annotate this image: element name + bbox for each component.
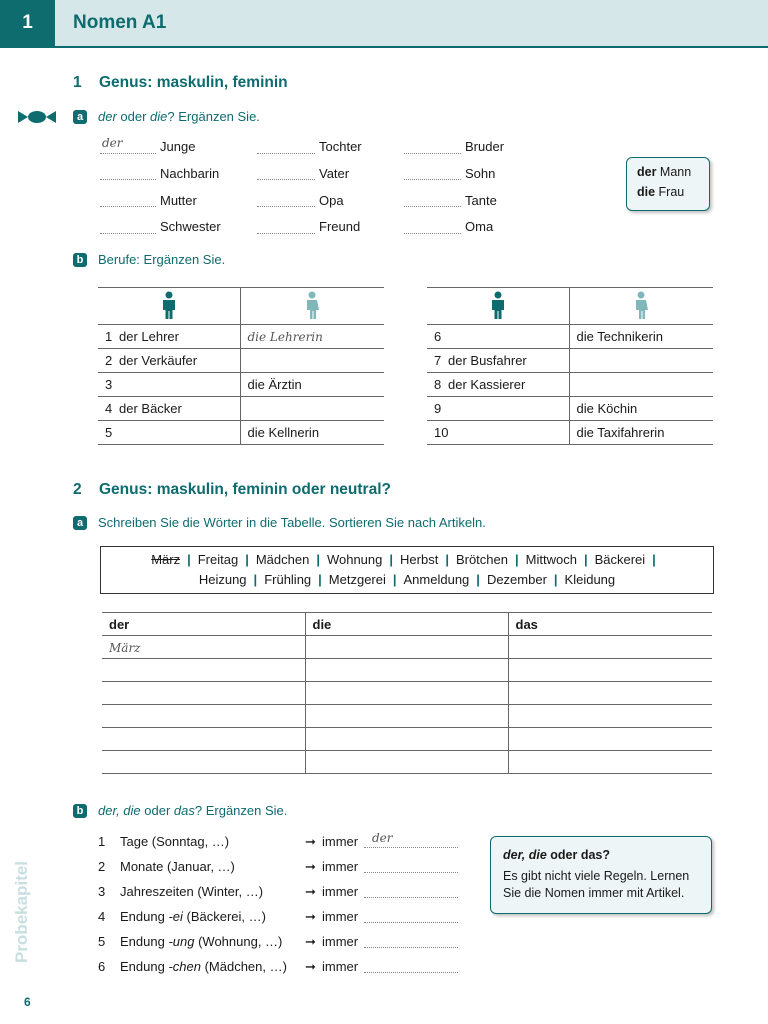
masc-word: der Lehrer [119,329,179,344]
section-1-number: 1 [73,74,82,91]
article-cell[interactable] [102,751,305,774]
header-die: die [305,613,508,636]
fem-word: die Kellnerin [247,425,320,440]
side-label [12,850,39,980]
rule-text: Jahreszeiten (Winter, …) [120,884,264,899]
word-bank-item: Frühling [264,572,312,587]
fem-word: die Köchin [576,401,638,416]
rule-text: Endung [120,909,169,924]
rule-row-3 [98,884,263,899]
immer-label: immer [322,959,359,974]
table-row [102,682,712,705]
row-number: 6 [434,329,442,344]
fem-cell [569,325,713,349]
table-row [98,421,384,445]
exercise-badge-2b: b [73,804,87,818]
candy-icon [17,110,57,124]
word-bank-item: Mädchen [255,552,310,567]
info-line-frau [637,182,709,202]
answer-blank[interactable] [404,194,461,207]
answer-blank[interactable] [100,136,156,154]
gender-icon-row [427,288,713,325]
noun-word: Schwester [160,219,221,234]
row-number: 5 [105,425,113,440]
info-text: Es gibt nicht viele Regeln. Lernen Sie die Nomen immer mit Artikel. [503,869,690,900]
row-number: 8 [434,377,442,392]
exercise-2a-instruction: Schreiben Sie die Wörter in die Tabelle. Sortieren Sie nach Artikeln. [98,515,486,530]
row-number: 3 [98,884,106,899]
row-number: 4 [98,909,106,924]
noun-word: Tante [465,193,497,208]
info-title-oder: oder [546,848,581,862]
immer-label: immer [322,909,359,924]
article-cell[interactable] [508,636,712,659]
female-person-icon [633,291,649,319]
masc-cell[interactable] [427,397,569,421]
instr-die: die [150,109,168,124]
fem-cell[interactable] [240,349,384,373]
chapter-header [0,0,768,48]
masc-word: der Kassierer [448,377,526,392]
noun-word: Tochter [319,139,362,154]
word-bank-item: Metzgerei [328,572,386,587]
info-box-rules [490,836,712,914]
instr-oder: oder [140,803,174,818]
table-row [98,397,384,421]
female-person-icon [304,291,320,319]
row-number: 5 [98,934,106,949]
female-icon-cell [569,288,713,325]
info-die: die [637,185,656,199]
answer-blank[interactable] [100,194,156,207]
article-cell[interactable] [305,659,508,682]
word-bank-item: Herbst [400,552,439,567]
instr-der: der [98,109,117,124]
instr-oder: oder [116,109,151,124]
side-label-text: Probekapitel [12,860,32,964]
answer-blank[interactable] [100,167,156,180]
answer-blank[interactable] [364,831,458,848]
male-person-icon [490,291,506,319]
table-row [102,751,712,774]
male-person-icon [161,291,177,319]
fem-cell[interactable] [569,373,713,397]
arrow-icon: ➞ [305,934,316,949]
fem-word: die Taxifahrerin [576,425,665,440]
section-2-heading: Genus: maskulin, feminin oder neutral? [99,481,391,498]
article-cell[interactable] [305,751,508,774]
answer-blank[interactable] [364,960,458,973]
row-number: 10 [434,425,449,440]
masc-word: der Busfahrer [448,353,527,368]
word-bank-item: Wohnung [326,552,383,567]
arrow-icon: ➞ [305,834,316,849]
masc-cell[interactable] [98,421,240,445]
info-title-das: das [580,848,603,862]
row-number: 2 [98,859,106,874]
masc-cell [427,373,569,397]
answer-blank[interactable] [404,221,461,234]
answer-blank[interactable] [364,935,458,948]
professions-table-left [98,287,384,445]
fem-cell [569,421,713,445]
masc-cell[interactable] [98,373,240,397]
answer-blank[interactable] [257,167,315,180]
article-cell[interactable] [508,659,712,682]
article-cell[interactable] [508,682,712,705]
article-cell[interactable] [508,751,712,774]
article-cell[interactable] [102,659,305,682]
page-number: 6 [24,995,31,1009]
masc-cell[interactable] [427,325,569,349]
exercise-badge-1a: a [73,110,87,124]
table-row [427,325,713,349]
noun-word: Mutter [160,193,197,208]
rule-text: Tage (Sonntag, …) [120,834,230,849]
word-bank-item: Bäckerei [594,552,646,567]
rule-example: (Bäckerei, …) [182,909,266,924]
chapter-number: 1 [0,0,55,46]
word-bank-line-2: Heizung | Frühling | Metzgerei | Anmeldung | Dezember | Kleidung [198,572,616,587]
rule-text: Endung [120,959,169,974]
word-bank [100,546,714,594]
word-bank-item: Mittwoch [525,552,577,567]
section-1-heading: Genus: maskulin, feminin [99,74,288,91]
instr-rest: ? Ergänzen Sie. [167,109,260,124]
table-row [102,728,712,751]
arrow-icon: ➞ [305,859,316,874]
exercise-1b-instruction: Berufe: Ergänzen Sie. [98,252,226,267]
article-cell[interactable] [102,682,305,705]
answer-blank[interactable] [404,167,461,180]
rule-example: (Mädchen, …) [200,959,287,974]
info-mann: Mann [656,165,692,179]
noun-word: Bruder [465,139,505,154]
exercise-badge-2a: a [73,516,87,530]
masc-cell [427,349,569,373]
rule-suffix: -ei [168,909,183,924]
fem-word: die Technikerin [576,329,663,344]
fem-cell [240,373,384,397]
masc-word: der Bäcker [119,401,182,416]
fem-cell [240,421,384,445]
article-cell[interactable] [305,728,508,751]
rule-row-2 [98,859,235,874]
table-row [427,397,713,421]
row-number: 7 [434,353,442,368]
row-number: 6 [98,959,106,974]
info-der: der [637,165,657,179]
word-bank-item: Heizung [198,572,247,587]
immer-label: immer [322,859,359,874]
answer-blank[interactable] [364,910,458,923]
answer-blank[interactable] [364,860,458,873]
fem-word: die Ärztin [247,377,302,392]
male-icon-cell [427,288,569,325]
header-das: das [508,613,712,636]
article-cell[interactable] [508,705,712,728]
answer-blank[interactable] [257,141,315,154]
row-number: 1 [98,834,106,849]
rule-suffix: -ung [168,934,195,949]
word-bank-item: Kleidung [564,572,616,587]
example-answer: März [109,640,141,655]
info-box-der-die [626,157,710,211]
info-line-mann [637,162,709,182]
answer-blank[interactable] [364,885,458,898]
rule-text: Endung [120,934,169,949]
table-row [102,705,712,728]
rule-row-6 [98,959,287,974]
noun-word: Vater [319,166,350,181]
answer-blank[interactable] [100,221,156,234]
masc-word: der Verkäufer [119,353,198,368]
instr-rest: ? Ergänzen Sie. [194,803,288,818]
exercise-badge-1b: b [73,253,87,267]
female-icon-cell [240,288,384,325]
fem-cell[interactable] [240,397,384,421]
word-bank-item: Anmeldung [403,572,470,587]
info-title [503,847,699,864]
professions-table-right [427,287,713,445]
info-frau: Frau [655,185,685,199]
word-crossed-out: März [151,552,181,567]
example-answer: der [372,831,393,845]
section-2-number: 2 [73,481,82,498]
table-row [427,349,713,373]
instr-der-die: der, die [98,803,141,818]
table-row [102,659,712,682]
instr-das: das [173,803,195,818]
answer-blank[interactable] [257,194,315,207]
noun-word: Sohn [465,166,496,181]
immer-label: immer [322,884,359,899]
info-title-q: ? [602,848,611,862]
article-header-row [102,613,712,636]
chapter-title: Nomen A1 [73,12,167,33]
answer-blank[interactable] [404,141,461,154]
row-number: 2 [105,353,113,368]
fem-cell[interactable] [240,325,384,349]
article-cell[interactable] [305,705,508,728]
article-cell[interactable] [102,636,305,659]
noun-word: Junge [160,139,196,154]
example-answer: die Lehrerin [247,330,323,344]
rule-row-5 [98,934,282,949]
table-row [102,636,712,659]
rule-example: (Wohnung, …) [194,934,283,949]
noun-word: Freund [319,219,361,234]
noun-word: Oma [465,219,494,234]
table-row [427,373,713,397]
row-number: 1 [105,329,113,344]
section-1-title [73,74,288,92]
rule-row-1 [98,834,229,849]
masc-cell [98,325,240,349]
rule-suffix: -chen [168,959,201,974]
fem-cell [569,397,713,421]
word-bank-item: Brötchen [455,552,508,567]
fem-cell[interactable] [569,349,713,373]
immer-label: immer [322,934,359,949]
arrow-icon: ➞ [305,884,316,899]
article-cell[interactable] [102,728,305,751]
masc-cell [98,397,240,421]
gender-icon-row [98,288,384,325]
table-row [427,421,713,445]
table-row [98,349,384,373]
header-der: der [102,613,305,636]
article-cell[interactable] [305,682,508,705]
word-bank-line-1: März | Freitag | Mädchen | Wohnung | Herbst | Brötchen | Mittwoch | Bäckerei | [151,552,656,567]
exercise-1a-instruction [98,109,260,124]
male-icon-cell [98,288,240,325]
article-cell[interactable] [508,728,712,751]
article-cell[interactable] [305,636,508,659]
noun-word: Nachbarin [160,166,220,181]
article-table [102,612,712,774]
noun-word: Opa [319,193,344,208]
immer-label: immer [322,834,359,849]
article-cell[interactable] [102,705,305,728]
answer-blank[interactable] [257,221,315,234]
word-bank-item: Freitag [197,552,239,567]
section-2-title [73,481,391,499]
masc-cell [98,349,240,373]
info-title-der-die: der, die [503,848,547,862]
arrow-icon: ➞ [305,959,316,974]
masc-cell[interactable] [427,421,569,445]
arrow-icon: ➞ [305,909,316,924]
rule-row-4 [98,909,266,924]
example-answer: der [102,136,123,150]
row-number: 9 [434,401,442,416]
rule-text: Monate (Januar, …) [120,859,235,874]
exercise-2b-instruction [98,803,287,818]
row-number: 3 [105,377,113,392]
row-number: 4 [105,401,113,416]
table-row [98,373,384,397]
word-bank-item: Dezember [486,572,547,587]
table-row [98,325,384,349]
